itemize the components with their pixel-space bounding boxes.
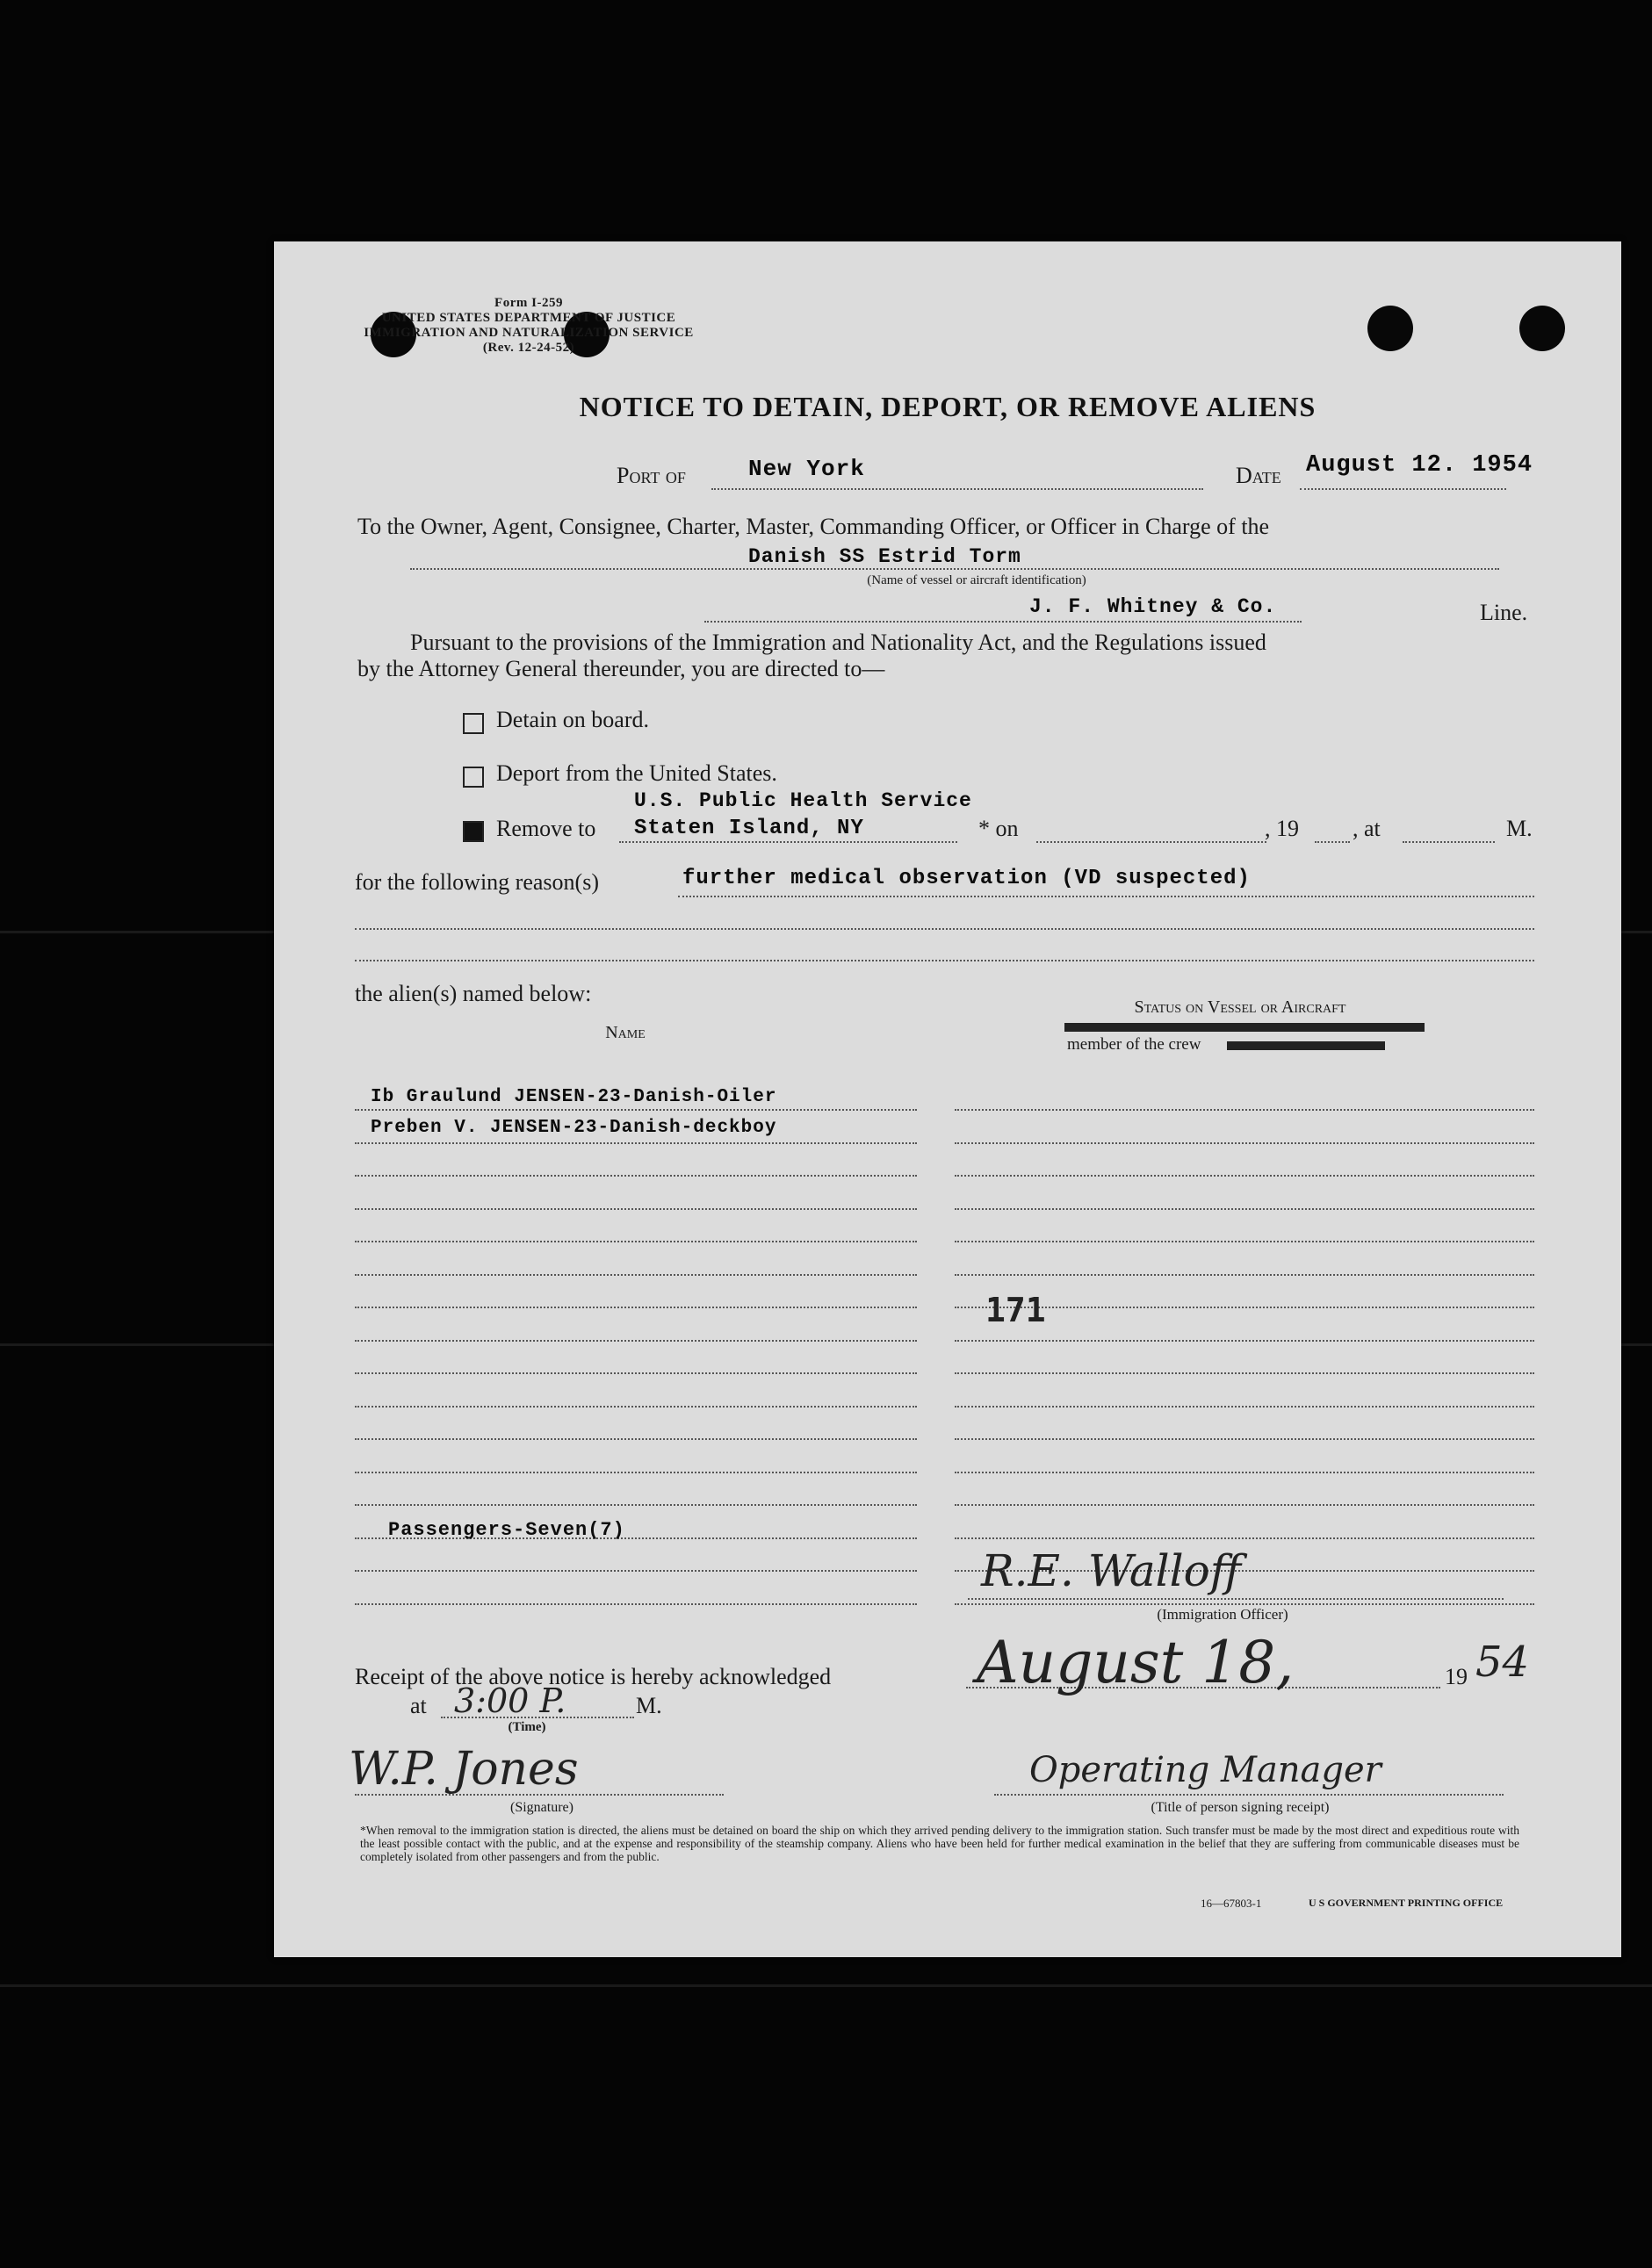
title-line xyxy=(994,1794,1504,1796)
form-number: Form I-259 xyxy=(494,296,563,310)
name-row-line xyxy=(355,1142,917,1144)
name-row-line xyxy=(355,1307,917,1308)
receipt-year-prefix: 19 xyxy=(1445,1664,1468,1689)
reason-line xyxy=(355,960,1534,961)
aliens-intro: the alien(s) named below: xyxy=(355,981,592,1006)
alien-name: Preben V. JENSEN-23-Danish-deckboy xyxy=(371,1118,777,1138)
name-row-line xyxy=(355,1570,917,1572)
signature-line xyxy=(355,1794,724,1796)
name-row-line xyxy=(355,1109,917,1111)
form-header xyxy=(362,296,696,356)
receipt-year: 54 xyxy=(1475,1638,1530,1687)
officer-line xyxy=(968,1598,1504,1600)
status-row-line xyxy=(955,1142,1534,1144)
line-value: J. F. Whitney & Co. xyxy=(1029,595,1277,618)
passenger-count: Passengers-Seven(7) xyxy=(388,1519,625,1541)
status-row-line xyxy=(955,1472,1534,1473)
status-header: Status on Vessel or Aircraft xyxy=(1134,997,1346,1017)
struck-text xyxy=(1064,1023,1425,1032)
pursuant-line-2: by the Attorney General thereunder, you are directed to— xyxy=(357,656,885,681)
remove-place-line xyxy=(619,841,957,843)
name-row-line xyxy=(355,1340,917,1342)
status-row-line xyxy=(955,1406,1534,1408)
time-line xyxy=(1403,841,1495,843)
stamp-number: 171 xyxy=(985,1291,1046,1329)
print-code: 16—67803-1 xyxy=(1201,1897,1262,1910)
time-caption: (Time) xyxy=(508,1720,546,1734)
punch-hole xyxy=(1519,306,1565,351)
form-page xyxy=(274,241,1621,1957)
name-row-line xyxy=(355,1406,917,1408)
title-caption: (Title of person signing receipt) xyxy=(1151,1800,1330,1815)
struck-text xyxy=(1227,1041,1385,1050)
year-line xyxy=(1315,841,1350,843)
line-line xyxy=(704,621,1302,623)
name-row-line xyxy=(355,1472,917,1473)
scan-band xyxy=(0,1984,1652,1987)
receipt-text: Receipt of the above notice is hereby acknowledged xyxy=(355,1664,832,1689)
name-row-line xyxy=(355,1603,917,1605)
receipt-at-label: at xyxy=(410,1693,427,1718)
vessel-line xyxy=(410,568,1499,570)
line-label: Line. xyxy=(1480,600,1528,625)
reason-line xyxy=(678,896,1534,897)
port-line xyxy=(711,488,1203,490)
receipt-date: August 18, xyxy=(977,1629,1295,1696)
addressee-text: To the Owner, Agent, Consignee, Charter, Master, Commanding Officer, or Officer in Charge of the xyxy=(357,514,1270,539)
name-row-line xyxy=(355,1372,917,1374)
vessel-caption: (Name of vessel or aircraft identification) xyxy=(867,573,1086,587)
page-title: NOTICE TO DETAIN, DEPORT, OR REMOVE ALIENS xyxy=(579,391,1317,422)
status-row-line xyxy=(955,1603,1534,1605)
pursuant-line-1: Pursuant to the provisions of the Immigration and Nationality Act, and the Regulations issued xyxy=(410,630,1266,655)
remove-label: Remove to xyxy=(496,816,596,841)
receipt-signature: W.P. Jones xyxy=(349,1743,579,1796)
remove-place-line-2: Staten Island, NY xyxy=(634,817,864,840)
name-row-line xyxy=(355,1208,917,1210)
detain-checkbox[interactable] xyxy=(463,713,484,734)
alien-name: Ib Graulund JENSEN-23-Danish-Oiler xyxy=(371,1087,777,1107)
reason-label: for the following reason(s) xyxy=(355,869,599,895)
officer-caption: (Immigration Officer) xyxy=(1157,1606,1288,1623)
receipt-m-label: M. xyxy=(636,1693,662,1718)
detain-label: Detain on board. xyxy=(496,707,650,732)
status-row-line xyxy=(955,1109,1534,1111)
on-label: * on xyxy=(978,816,1019,841)
status-row-line xyxy=(955,1438,1534,1440)
printer: U S GOVERNMENT PRINTING OFFICE xyxy=(1309,1897,1504,1909)
name-row-line xyxy=(355,1438,917,1440)
punch-hole xyxy=(1367,306,1413,351)
name-row-line xyxy=(355,1241,917,1242)
service: IMMIGRATION AND NATURALIZATION SERVICE xyxy=(364,326,694,340)
port-value: New York xyxy=(748,456,865,482)
status-row-line xyxy=(955,1274,1534,1276)
port-label: Port of xyxy=(617,463,686,488)
date-label: Date xyxy=(1236,463,1281,488)
status-row-line xyxy=(955,1175,1534,1177)
reason-value: further medical observation (VD suspected) xyxy=(682,867,1251,890)
receipt-time: 3:00 P. xyxy=(454,1681,566,1720)
officer-signature: R.E. Walloff xyxy=(981,1545,1242,1596)
signature-caption: (Signature) xyxy=(510,1800,574,1815)
status-row-line xyxy=(955,1208,1534,1210)
status-row-line xyxy=(955,1241,1534,1242)
status-caption: member of the crew xyxy=(1067,1035,1201,1054)
name-row-line xyxy=(355,1504,917,1506)
status-row-line xyxy=(955,1372,1534,1374)
status-row-line xyxy=(955,1537,1534,1539)
year-label: , 19 xyxy=(1265,816,1299,841)
footnote: *When removal to the immigration station is directed, the aliens must be detained on board the ship on which they arrived pending delivery to the immigration station. Such transfer must be made by the most direct and expeditious route with the least possible contact with the public, and at the expense and responsibility of the steamship company. Aliens who have been held for further medical examination in the belief that they are suffering from communicable diseases must be completely isolated from other passengers and from the public. xyxy=(360,1824,1519,1863)
name-header: Name xyxy=(605,1023,646,1042)
at-label: , at xyxy=(1353,816,1381,841)
reason-line xyxy=(355,928,1534,930)
deport-checkbox[interactable] xyxy=(463,767,484,788)
signer-title: Operating Manager xyxy=(1029,1750,1381,1790)
on-line xyxy=(1036,841,1266,843)
m-label: M. xyxy=(1506,816,1533,841)
department: UNITED STATES DEPARTMENT OF JUSTICE xyxy=(381,311,676,325)
name-row-line xyxy=(355,1175,917,1177)
remove-place-line-1: U.S. Public Health Service xyxy=(634,789,972,812)
date-line xyxy=(1300,488,1506,490)
remove-checkbox[interactable] xyxy=(463,821,484,842)
status-row-line xyxy=(955,1340,1534,1342)
status-row-line xyxy=(955,1504,1534,1506)
deport-label: Deport from the United States. xyxy=(496,760,777,786)
revision: (Rev. 12-24-52) xyxy=(482,341,575,355)
vessel-value: Danish SS Estrid Torm xyxy=(748,545,1021,568)
date-value: August 12. 1954 xyxy=(1306,452,1533,479)
name-row-line xyxy=(355,1274,917,1276)
